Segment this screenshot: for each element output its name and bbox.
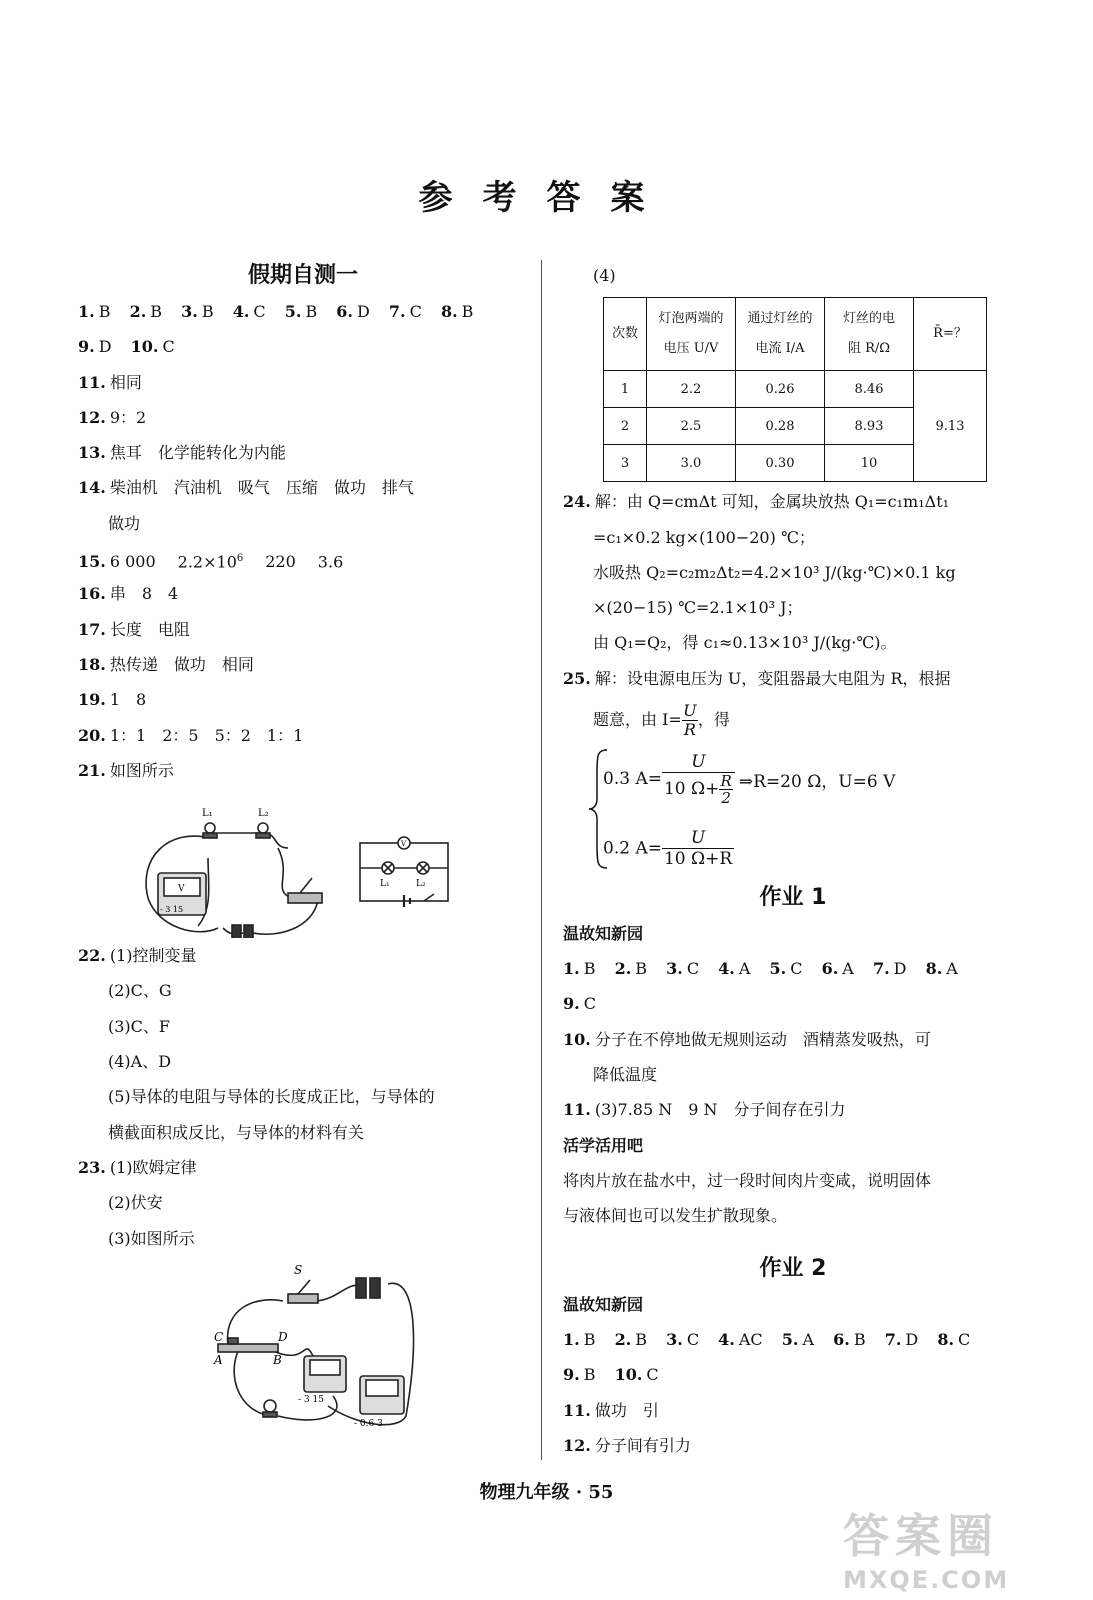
mc-item: 2. B xyxy=(614,959,648,979)
circuit-figure-23 xyxy=(78,1256,528,1436)
mc-item: 1. B xyxy=(563,1330,596,1350)
answer-row-1-8 xyxy=(78,294,528,329)
table-header-cell: 灯丝的电 阻 R/Ω xyxy=(825,298,914,371)
answer-continuation: 由 Q₁=Q₂，得 c₁≈0.13×10³ J/(kg·℃)。 xyxy=(593,633,897,653)
mc-item: 3. C xyxy=(666,1330,700,1350)
schematic-l1-label: L₁ xyxy=(380,879,390,890)
answer-part: (4) xyxy=(593,266,616,285)
mc-item: 7. D xyxy=(872,959,907,979)
mc-item: 6. A xyxy=(821,959,854,979)
footer-subject: 物理九年级 · xyxy=(479,1482,589,1503)
answer-item-25: 25. 解：设电源电压为 U，变阻器最大电阻为 R，根据 xyxy=(563,668,951,688)
table-cell: 1 xyxy=(604,371,647,408)
answer-part: (3)C、F xyxy=(108,1016,171,1036)
application-text: 将肉片放在盐水中，过一段时间肉片变咸，说明固体 xyxy=(563,1170,932,1190)
answer-item: 13. 焦耳 化学能转化为内能 xyxy=(78,443,286,463)
mc-item: 10. C xyxy=(130,337,175,357)
mc-item: 8. B xyxy=(440,302,474,321)
mc-item: 5. A xyxy=(781,1330,815,1350)
schematic-l2-label: L₂ xyxy=(416,879,426,890)
answer-continuation: ×(20−15) ℃=2.1×10³ J； xyxy=(593,598,803,618)
subsection-title: 温故知新园 xyxy=(563,1295,644,1315)
table-cell: 10 xyxy=(825,445,914,482)
meter-scale-label: - 3 15 xyxy=(160,905,184,915)
answer-item: 20. 1：1 2：5 5：2 1：1 xyxy=(78,725,304,745)
answer-item-10: 10. 分子在不停地做无规则运动 酒精蒸发吸热，可 xyxy=(563,1029,931,1049)
answer-continuation: 做功 xyxy=(108,513,141,533)
table-header-cell: 灯泡两端的 电压 U/V xyxy=(647,298,736,371)
table-cell: 0.28 xyxy=(736,408,825,445)
answer-continuation: 水吸热 Q₂=c₂m₂Δt₂=4.2×10³ J/(kg·℃)×0.1 kg xyxy=(593,562,956,582)
mc-item: 1. B xyxy=(78,302,111,321)
answer-part: (3)如图所示 xyxy=(108,1228,195,1248)
answer-item: 12. 9：2 xyxy=(78,407,147,427)
mc-item: 8. C xyxy=(937,1330,971,1350)
section-title-hw2: 作业 2 xyxy=(759,1256,827,1282)
mc-item: 9. C xyxy=(563,994,596,1014)
table-cell: 2.5 xyxy=(647,408,736,445)
answer-item: 21. 如图所示 xyxy=(78,760,174,780)
mc-item: 6. D xyxy=(336,302,370,321)
equation-2: 0.2 $A=\frac{U}{10 \Omega+R}$ xyxy=(603,828,733,870)
data-table xyxy=(603,297,987,482)
mc-item: 4. AC xyxy=(718,1330,763,1350)
table-cell: 2.2 xyxy=(647,371,736,408)
table-cell-average: 9.13 xyxy=(914,371,987,482)
table-cell: 8.93 xyxy=(825,408,914,445)
table-row xyxy=(604,371,987,408)
page-title: 参考答案 xyxy=(418,178,675,218)
mc-item: 7. C xyxy=(388,302,422,321)
equation-system xyxy=(563,744,1023,874)
answer-part: (2)C、G xyxy=(108,981,172,1001)
mc-item: 9. B xyxy=(563,1365,596,1385)
answer-part: (5)导体的电阻与导体的长度成正比，与导体的 xyxy=(108,1087,435,1107)
answer-item-11: 11. 做功 引 xyxy=(563,1400,659,1420)
mc-item: 5. C xyxy=(769,959,803,979)
mc-item: 4. A xyxy=(718,959,751,979)
terminal-b-label: B xyxy=(273,1352,282,1367)
answer-item-24: 24. 解：由 Q=cmΔt 可知，金属块放热 Q₁=c₁m₁Δt₁ xyxy=(563,492,950,512)
answer-item-15: 15. 6 000 $2.2\times 10^6$ 220 3.6 xyxy=(78,552,344,572)
page-number: 55 xyxy=(588,1482,614,1503)
mc-item: 1. B xyxy=(563,959,596,979)
mc-item: 5. B xyxy=(284,302,318,321)
answer-item: 11. 相同 xyxy=(78,372,142,392)
answer-item: 14. 柴油机 汽油机 吸气 压缩 做功 排气 xyxy=(78,478,414,498)
answer-item-11: 11. (3)7.85 N 9 N 分子间存在引力 xyxy=(563,1100,846,1120)
mc-item: 2. B xyxy=(129,302,163,321)
table-cell: 0.26 xyxy=(736,371,825,408)
section-title-hw1: 作业 1 xyxy=(759,885,827,911)
table-header-cell: 通过灯丝的 电流 I/A xyxy=(736,298,825,371)
switch-s-label: S xyxy=(294,1262,303,1277)
circuit-figure-21 xyxy=(78,788,528,938)
answer-row-9 xyxy=(563,986,1023,1021)
watermark xyxy=(843,1500,1073,1595)
answer-row-9-10 xyxy=(78,329,528,364)
answer-item: 18. 热传递 做功 相同 xyxy=(78,654,254,674)
table-cell: 2 xyxy=(604,408,647,445)
table-cell: 0.30 xyxy=(736,445,825,482)
voltmeter-scale: - 3 15 xyxy=(298,1394,324,1405)
mc-item: 3. B xyxy=(181,302,214,321)
voltmeter-label: V xyxy=(178,884,185,895)
table-header-row xyxy=(604,298,987,371)
answer-item: 17. 长度 电阻 xyxy=(78,619,190,639)
mc-item: 2. B xyxy=(614,1330,648,1350)
answer-item-23: 23. (1)欧姆定律 xyxy=(78,1157,197,1177)
answer-continuation: =c₁×0.2 kg×(100−20) ℃； xyxy=(593,527,815,547)
mc-item: 10. C xyxy=(614,1365,659,1385)
watermark-logo: 答案圈 xyxy=(843,1509,999,1563)
left-column xyxy=(78,258,528,1436)
schematic-voltmeter: V xyxy=(401,840,407,849)
table-cell: 8.46 xyxy=(825,371,914,408)
section-title-self-test: 假期自测一 xyxy=(247,263,358,288)
answer-row-1-8 xyxy=(563,1322,1023,1357)
answer-part: (4)A、D xyxy=(108,1052,172,1072)
application-text: 与液体间也可以发生扩散现象。 xyxy=(563,1205,788,1225)
answer-item-22: 22. (1)控制变量 xyxy=(78,946,197,966)
watermark-url: MXQE.COM xyxy=(843,1566,1010,1594)
mc-item: 7. D xyxy=(884,1330,919,1350)
terminal-d-label: D xyxy=(278,1329,288,1344)
table-header-cell: R̄=？ xyxy=(914,298,987,371)
terminal-a-label: A xyxy=(214,1352,223,1367)
mc-item: 3. C xyxy=(666,959,700,979)
lamp-l2-label: L₂ xyxy=(258,808,269,820)
lamp-l1-label: L₁ xyxy=(202,808,213,820)
answer-part: (2)伏安 xyxy=(108,1193,163,1213)
table-header-cell: 次数 xyxy=(604,298,647,371)
mc-item: 9. D xyxy=(78,337,112,357)
answer-item: 16. 串 8 4 xyxy=(78,584,179,604)
subsection-title: 活学活用吧 xyxy=(563,1135,644,1155)
answer-row-1-8 xyxy=(563,951,1023,986)
answer-row-9-10 xyxy=(563,1357,1023,1392)
ammeter-scale: - 0.6 3 xyxy=(354,1418,383,1429)
table-cell: 3.0 xyxy=(647,445,736,482)
equation-1: 0.3 A=U 10 $\Omega+\frac{R}{2}$ ⇒R=20 Ω，U=6 V xyxy=(603,752,896,808)
table-cell: 3 xyxy=(604,445,647,482)
right-column xyxy=(563,258,1023,1463)
answer-continuation: 题意，由 $I=\frac{U}{R}$，得 xyxy=(593,701,730,740)
mc-item: 6. B xyxy=(833,1330,866,1350)
answer-continuation: 降低温度 xyxy=(593,1064,658,1084)
mc-item: 4. C xyxy=(232,302,266,321)
terminal-c-label: C xyxy=(214,1329,224,1344)
subsection-title: 温故知新园 xyxy=(563,924,644,944)
answer-item-12: 12. 分子间有引力 xyxy=(563,1436,691,1456)
mc-item: 8. A xyxy=(925,959,958,979)
column-divider xyxy=(541,260,542,1460)
answer-item: 19. 1 8 xyxy=(78,690,147,710)
answer-part: 横截面积成反比，与导体的材料有关 xyxy=(108,1122,365,1142)
